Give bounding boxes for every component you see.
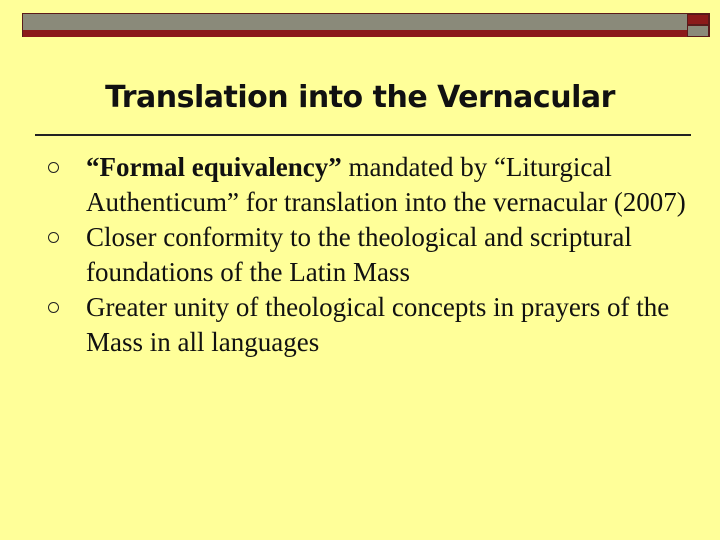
- top-band-red-stripe: [23, 30, 687, 37]
- bullet-item: [48, 150, 688, 220]
- slide-title: Translation into the Vernacular: [105, 80, 615, 115]
- bullet-lead-text: “Formal equivalency”: [86, 152, 342, 182]
- hollow-circle-bullet-icon: [48, 302, 59, 313]
- hollow-circle-bullet-icon: [48, 162, 59, 173]
- bullet-item: [48, 290, 688, 360]
- top-decorative-band: [22, 13, 710, 37]
- bullet-list: [48, 150, 688, 360]
- title-divider: [35, 134, 691, 136]
- bullet-text: Closer conformity to the theological and scriptural foundations of the Latin Mass: [86, 222, 632, 287]
- corner-square-gray: [687, 25, 709, 37]
- bullet-text: Greater unity of theological concepts in prayers of the Mass in all languages: [86, 292, 670, 357]
- top-band-gray-stripe: [23, 14, 687, 31]
- hollow-circle-bullet-icon: [48, 232, 59, 243]
- bullet-text: mandated by “Liturgical Authenticum” for translation into the vernacular (2007): [86, 152, 686, 217]
- bullet-item: [48, 220, 688, 290]
- corner-square-red: [687, 14, 709, 25]
